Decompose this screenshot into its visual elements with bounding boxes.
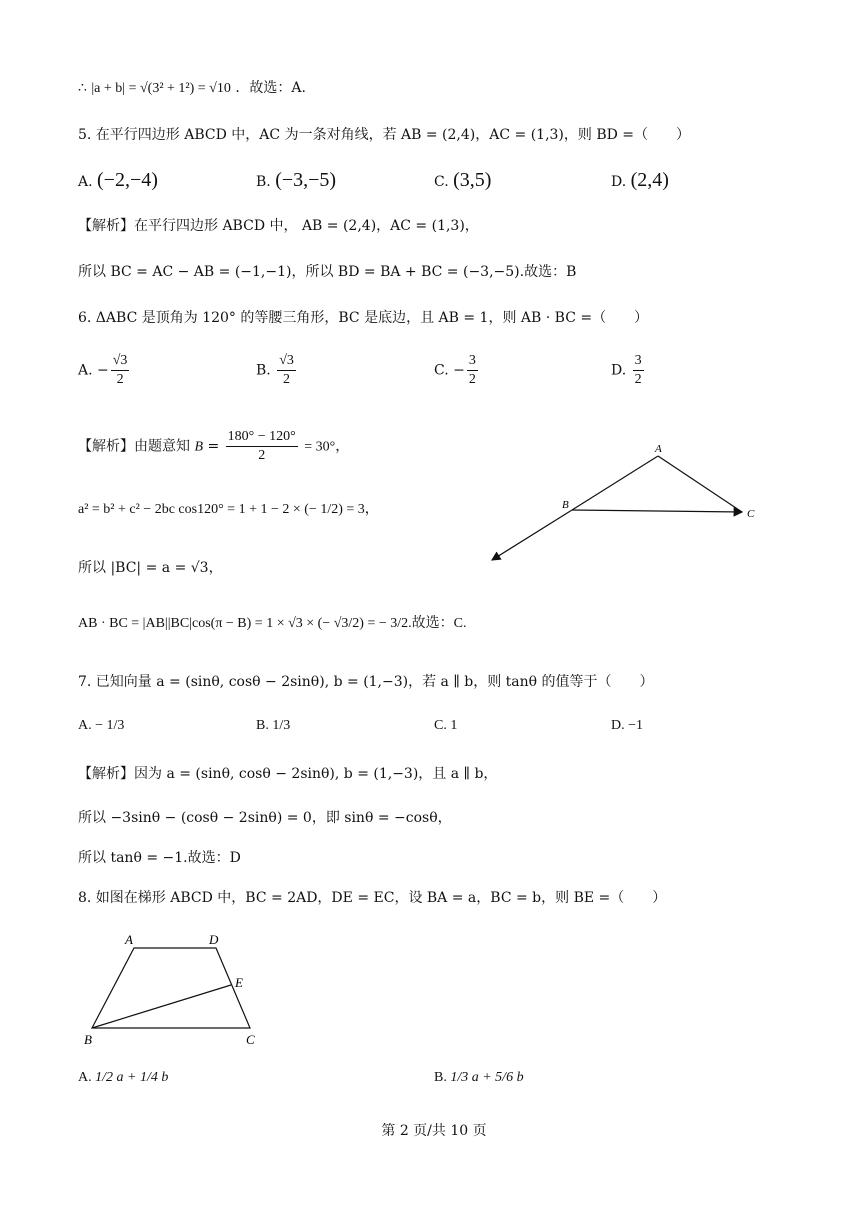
q5-option-d: D. (2,4) xyxy=(611,169,669,191)
label-a: A xyxy=(125,932,133,947)
magnitude-expression: |a + b| = √(3² + 1²) = √10 xyxy=(91,81,231,96)
q6-analysis-4: AB · BC = |AB||BC|cos(π − B) = 1 × √3 × (− √3/2) = − 3/2.故选：C. xyxy=(78,616,467,631)
segment-be xyxy=(92,985,231,1028)
side-ab xyxy=(572,456,658,510)
q6-option-b: B. $\frac{√3}{2}$ xyxy=(256,353,294,387)
therefore-symbol: ∴ xyxy=(78,80,87,96)
q7-option-a: A. − 1/3 xyxy=(78,718,125,733)
vector-extension xyxy=(492,510,572,560)
prev-answer-line xyxy=(78,78,306,99)
q6-analysis-3: 所以 |BC| = a = √3， xyxy=(78,560,223,576)
q6-option-a: A. − $\frac{√3}{2}$ xyxy=(78,353,128,387)
q5-option-b: B. (−3,−5) xyxy=(256,169,337,191)
label-b: B xyxy=(84,1032,92,1047)
label-d: D xyxy=(209,932,219,947)
vector-bc xyxy=(572,510,742,512)
q7-option-d: D. −1 xyxy=(611,718,644,733)
side-ac xyxy=(658,456,742,512)
label-e: E xyxy=(235,975,243,990)
label-c: C xyxy=(246,1032,255,1047)
q7-analysis-1: 【解析】因为 a = (sinθ, cosθ − 2sinθ), b = (1,−3)，且 a ∥ b， xyxy=(78,766,498,782)
q8-option-a: A. 1/2 a + 1/4 b xyxy=(78,1070,169,1085)
q8-trapezoid-figure xyxy=(78,928,278,1050)
q5-option-a: A. (−2,−4) xyxy=(78,169,158,191)
q5-option-c: C. (3,5) xyxy=(434,169,492,191)
q6-triangle-figure xyxy=(480,440,770,570)
q8-stem: 8. 如图在梯形 ABCD 中，BC = 2AD，DE = EC，设 BA = a，BC = b，则 BE =（ ） xyxy=(78,890,667,906)
q7-analysis-2: 所以 −3sinθ − (cosθ − 2sinθ) = 0，即 sinθ = −cosθ， xyxy=(78,810,452,826)
label-b: B xyxy=(562,499,569,511)
q7-stem: 7. 已知向量 a = (sinθ, cosθ − 2sinθ), b = (1,−3)，若 a ∥ b，则 tanθ 的值等于（ ） xyxy=(78,674,654,690)
q6-option-c: C. − $\frac{3}{2}$ xyxy=(434,353,476,387)
answer-tail: ．故选：A. xyxy=(235,80,306,96)
q6-stem: 6. ΔABC 是顶角为 120° 的等腰三角形，BC 是底边，且 AB = 1，则 AB · BC =（ ） xyxy=(78,310,649,326)
q7-option-b: B. 1/3 xyxy=(256,718,291,733)
page-footer: 第 2 页/共 10 页 xyxy=(381,1123,487,1139)
trapezoid-abcd xyxy=(92,948,250,1028)
q8-option-b: B. 1/3 a + 5/6 b xyxy=(434,1070,524,1085)
q6-analysis-2: a² = b² + c² − 2bc cos120° = 1 + 1 − 2 × (− 1/2) = 3， xyxy=(78,502,379,517)
q5-stem: 5. 在平行四边形 ABCD 中，AC 为一条对角线，若 AB = (2,4)，AC = (1,3)，则 BD =（ ） xyxy=(78,127,691,143)
q7-option-c: C. 1 xyxy=(434,718,458,733)
label-a: A xyxy=(655,443,662,455)
q7-analysis-3: 所以 tanθ = −1.故选：D xyxy=(78,850,241,866)
q6-option-d: D. $\frac{3}{2}$ xyxy=(611,353,642,387)
q5-analysis-2: 所以 BC = AC − AB = (−1,−1)，所以 BD = BA + BC = (−3,−5).故选：B xyxy=(78,264,577,280)
label-c: C xyxy=(747,508,755,520)
q6-analysis-1: 【解析】由题意知 B = $\frac{180^\circ - 120^\circ}{2}$ = 30°， xyxy=(78,429,350,463)
q5-analysis-1: 【解析】在平行四边形 ABCD 中， AB = (2,4)，AC = (1,3)， xyxy=(78,218,479,234)
